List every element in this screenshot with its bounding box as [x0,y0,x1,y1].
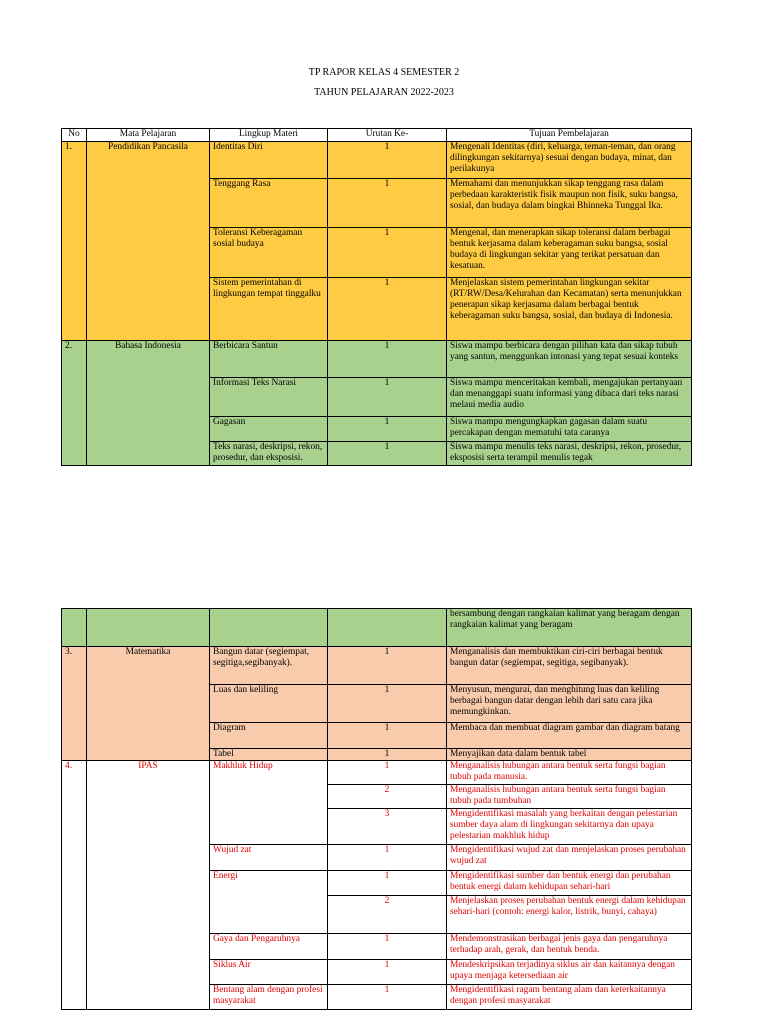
urutan: 1 [328,378,447,417]
tujuan-pembelajaran: Menjelaskan sistem pemerintahan lingkungan sekitar (RT/RW/Desa/Kelurahan dan Kecamatan) serta menunjukkan penerapan sikap kerjasama dalam berbagai bentuk keberagaman suku bangsa, sosial, dan budaya di Indonesia. [447,278,692,341]
subject-name: Matematika [87,647,210,761]
tujuan-pembelajaran: Siswa mampu mengungkapkan gagasan dalam suatu percakapan dengan mematuhi tata caranya [447,417,692,442]
tujuan-pembelajaran: Membaca dan membuat diagram gambar dan diagram batang [447,723,692,749]
urutan: 2 [328,785,447,809]
lingkup-materi: Tenggang Rasa [210,179,328,228]
lingkup-materi: Sistem pemerintahan di lingkungan tempat tinggalku [210,278,328,341]
col-tujuan: Tujuan Pembelajaran [447,129,692,142]
lingkup-materi: Teks narasi, deskripsi, rekon, prosedur, dan eksposisi. [210,442,328,466]
urutan: 1 [328,723,447,749]
urutan: 2 [328,896,447,934]
tujuan-pembelajaran: Menganalisis dan membuktikan ciri-ciri berbagai bentuk bangun datar (segiempat, segitiga, segibanyak). [447,647,692,685]
tp-table-page-2 [61,608,692,1010]
lingkup-materi: Energi [210,871,328,934]
urutan: 3 [328,809,447,845]
tp-table-page-1 [61,128,692,466]
col-lingkup-materi: Lingkup Materi [210,129,328,142]
lingkup-materi: Gagasan [210,417,328,442]
table-row [62,761,692,785]
urutan: 1 [328,142,447,179]
urutan: 1 [328,228,447,278]
table-row [62,341,692,378]
tujuan-pembelajaran: Menganalisis hubungan antara bentuk serta fungsi bagian tubuh pada manusia. [447,761,692,785]
urutan: 1 [328,934,447,960]
tujuan-pembelajaran: Menyusun, mengurai, dan menghitung luas dan keliling berbagai bangun datar dengan lebih dari satu cara jika memungkinkan. [447,685,692,723]
lingkup-materi: Siklus Air [210,960,328,985]
urutan: 1 [328,749,447,761]
tujuan-pembelajaran: Mengidentifikasi masalah yang berkaitan dengan pelestarian sumber daya alam di lingkungan sekitarnya dan upaya pelestarian makhluk hidup [447,809,692,845]
row-number: 4. [62,761,87,1010]
lingkup-materi: Berbicara Santun [210,341,328,378]
tujuan-pembelajaran: Mengidentifikasi wujud zat dan menjelaskan proses perubahan wujud zat [447,845,692,871]
subject-name: IPAS [87,761,210,1010]
col-mata-pelajaran: Mata Pelajaran [87,129,210,142]
tujuan-pembelajaran: Mengidentifikasi sumber dan bentuk energi dan perubahan bentuk energi dalam kehidupan sehari-hari [447,871,692,896]
tujuan-pembelajaran: Menganalisis hubungan antara bentuk serta fungsi bagian tubuh pada tumbuhan [447,785,692,809]
tujuan-pembelajaran: Mendeskripsikan terjadinya siklus air dan kaitannya dengan upaya menjaga ketersediaan air [447,960,692,985]
document-title: TP RAPOR KELAS 4 SEMESTER 2 [308,67,460,78]
urutan: 1 [328,845,447,871]
tujuan-pembelajaran: Siswa mampu menceritakan kembali, mengajukan pertanyaan dan menanggapi suatu informasi yang dibaca dari teks narasi melaui media audio [447,378,692,417]
document-subtitle: TAHUN PELAJARAN 2022-2023 [314,87,454,98]
table-row-continuation [62,609,692,647]
lingkup-materi: Wujud zat [210,845,328,871]
urutan: 1 [328,278,447,341]
tujuan-pembelajaran: Memahami dan menunjukkan sikap tenggang rasa dalam perbedaan karakteristik fisik maupun non fisik, suku bangsa, sosial, dan budaya dalam bingkai Bhinneka Tunggal Ika. [447,179,692,228]
urutan: 1 [328,985,447,1010]
table-row [62,142,692,179]
lingkup-materi: Luas dan keliling [210,685,328,723]
lingkup-materi: Bentang alam dengan profesi masyarakat [210,985,328,1010]
tujuan-pembelajaran: Menyajikan data dalam bentuk tabel [447,749,692,761]
urutan: 1 [328,761,447,785]
tujuan-pembelajaran: Mengenal, dan menerapkan sikap toleransi dalam berbagai bentuk kerjasama dalam keberagaman suku bangsa, sosial budaya di lingkungan sekitar yang terikat persatuan dan kesatuan. [447,228,692,278]
lingkup-materi: Bangun datar (segiempat, segitiga,segibanyak). [210,647,328,685]
subject-name: Pendidikan Pancasila [87,142,210,341]
table-row [62,647,692,685]
lingkup-materi: Identitas Diri [210,142,328,179]
tujuan-pembelajaran: Menjelaskan proses perubahan bentuk energi dalam kehidupan sehari-hari (contoh: energi kalor, listrik, bunyi, cahaya) [447,896,692,934]
urutan: 1 [328,417,447,442]
lingkup-materi: Toleransi Keberagaman sosial budaya [210,228,328,278]
lingkup-materi: Gaya dan Pengaruhnya [210,934,328,960]
urutan: 1 [328,179,447,228]
lingkup-materi: Tabel [210,749,328,761]
lingkup-materi: Diagram [210,723,328,749]
tujuan-pembelajaran: bersambung dengan rangkaian kalimat yang beragam dengan rangkaian kalimat yang beragam [447,609,692,647]
urutan: 1 [328,871,447,896]
tujuan-pembelajaran: Mengenali Identitas (diri, keluarga, teman-teman, dan orang dilingkungan sekitarnya) sesuai dengan budaya, minat, dan perilakunya [447,142,692,179]
tujuan-pembelajaran: Siswa mampu menulis teks narasi, deskripsi, rekon, prosedur, eksposisi serta terampil menulis tegak [447,442,692,466]
urutan: 1 [328,685,447,723]
tujuan-pembelajaran: Mengidentifikasi ragam bentang alam dan keterkaitannya dengan profesi masyarakat [447,985,692,1010]
row-number: 1. [62,142,87,341]
urutan: 1 [328,960,447,985]
lingkup-materi: Makhluk Hidup [210,761,328,845]
table-header-row [62,129,692,142]
row-number: 3. [62,647,87,761]
tujuan-pembelajaran: Siswa mampu berbicara dengan pilihan kata dan sikap tubuh yang santun, menggunkan intonasi yang tepat sesuai konteks [447,341,692,378]
urutan: 1 [328,647,447,685]
col-urutan: Urutan Ke- [328,129,447,142]
tujuan-pembelajaran: Mendemonstrasikan berbagai jenis gaya dan pengaruhnya terhadap arah, gerak, dan bentuk benda. [447,934,692,960]
col-no: No [62,129,87,142]
urutan: 1 [328,442,447,466]
subject-name: Bahasa Indonesia [87,341,210,466]
urutan: 1 [328,341,447,378]
lingkup-materi: Informasi Teks Narasi [210,378,328,417]
row-number: 2. [62,341,87,466]
